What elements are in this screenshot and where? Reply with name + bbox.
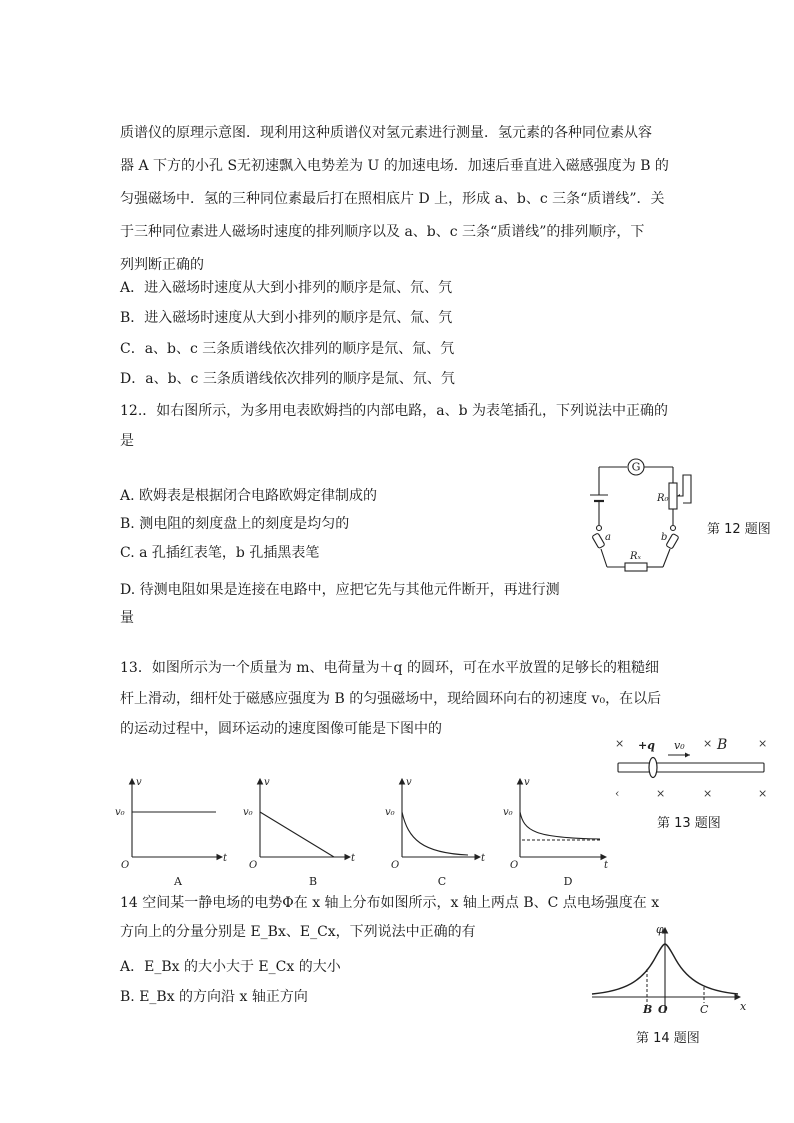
terminal-b-label: b: [661, 532, 668, 543]
q13-graphs: [112, 775, 612, 890]
svg-text:×: ×: [656, 787, 666, 800]
galvanometer-label: G: [631, 460, 641, 474]
graph-d-label: D: [563, 875, 573, 888]
graph-d-axis-t: t: [604, 860, 609, 871]
graph-c-curve: [402, 812, 468, 855]
resistor-rx: [625, 563, 647, 571]
graph-b[interactable]: [243, 777, 356, 888]
probe-b: [666, 533, 679, 549]
q11-line-2: 器 A 下方的小孔 S无初速飘入电势差为 U 的加速电场．加速后垂直进入磁感强度为 B 的: [120, 158, 669, 174]
q13-rod-figure: [610, 733, 770, 803]
q13-line-1: 13．如图所示为一个质量为 m、电荷量为＋q 的圆环，可在水平放置的足够长的粗糙细: [120, 660, 659, 676]
graph-c[interactable]: [385, 777, 486, 888]
graph-b-origin: O: [249, 860, 258, 871]
q12-line-1: 12.．如右图所示，为多用电表欧姆挡的内部电路，a、b 为表笔插孔，下列说法中正确的: [120, 403, 669, 419]
q11-option-b[interactable]: B．进入磁场时速度从大到小排列的顺序是氘、氚、氕: [120, 310, 453, 326]
r0-label: R₀: [657, 493, 669, 504]
q14-option-b[interactable]: B. E_Bx 的方向沿 x 轴正方向: [120, 989, 308, 1005]
svg-text:×: ×: [758, 787, 768, 800]
graph-b-axis-t: t: [351, 853, 356, 864]
q13-figure-caption: 第 13 题图: [657, 816, 721, 831]
q12-figure-caption: 第 12 题图: [707, 522, 771, 537]
charge-label: +q: [638, 739, 655, 752]
q11-line-5: 列判断正确的: [120, 257, 204, 273]
graph-b-axis-v: v: [264, 777, 270, 788]
graph-a-label: A: [174, 875, 182, 888]
ring: [649, 758, 657, 778]
graph-a-axis-v: v: [136, 777, 142, 788]
graph-b-curve: [260, 812, 334, 857]
q13-line-3: 的运动过程中，圆环运动的速度图像可能是下图中的: [120, 721, 442, 737]
graph-c-axis-t: t: [481, 853, 486, 864]
q14-line-2: 方向上的分量分别是 E_Bx、E_Cx，下列说法中正确的有: [120, 924, 476, 940]
origin-label: O: [658, 1003, 668, 1016]
q12-option-a[interactable]: A. 欧姆表是根据闭合电路欧姆定律制成的: [120, 488, 378, 504]
q12-option-b[interactable]: B. 测电阻的刻度盘上的刻度是均匀的: [120, 516, 350, 532]
graph-b-v0: v₀: [243, 807, 253, 818]
graph-c-origin: O: [391, 860, 400, 871]
q14-potential-figure: [590, 925, 750, 1020]
graph-d-v0: v₀: [503, 807, 513, 818]
graph-a-axis-t: t: [223, 853, 228, 864]
probe-a: [592, 533, 605, 549]
rheostat-r0: [669, 483, 677, 509]
q11-line-4: 于三种同位素进人磁场时速度的排列顺序以及 a、b、c 三条“质谱线”的排列顺序，下: [120, 224, 645, 240]
graph-b-label: B: [308, 875, 318, 888]
graph-a[interactable]: [115, 777, 228, 888]
q11-option-d[interactable]: D．a、b、c 三条质谱线依次排列的顺序是氚、氘、氕: [120, 371, 455, 387]
rod: [618, 763, 764, 772]
rx-label: Rₓ: [630, 551, 642, 562]
q11-line-3: 匀强磁场中．氢的三种同位素最后打在照相底片 D 上，形成 a、b、c 三条“质谱线”．关: [120, 191, 665, 207]
svg-text:‹: ‹: [615, 787, 620, 800]
svg-text:×: ×: [703, 787, 713, 800]
point-b-label: B: [643, 1003, 653, 1016]
q14-option-a[interactable]: A．E_Bx 的大小大于 E_Cx 的大小: [120, 959, 341, 975]
graph-d[interactable]: [503, 777, 609, 888]
point-c-label: C: [700, 1003, 709, 1016]
graph-c-axis-v: v: [406, 777, 412, 788]
graph-d-axis-v: v: [524, 777, 530, 788]
terminal-a-label: a: [605, 532, 611, 543]
graph-c-label: C: [437, 875, 447, 888]
v0-label: v₀: [674, 739, 685, 752]
field-b-label: B: [717, 737, 728, 753]
q11-option-c[interactable]: C．a、b、c 三条质谱线依次排列的顺序是氘、氚、氕: [120, 341, 455, 357]
svg-text:×: ×: [758, 737, 768, 750]
graph-d-origin: O: [510, 860, 519, 871]
svg-text:×: ×: [615, 737, 625, 750]
q12-line-2: 是: [120, 433, 134, 449]
q11-line-1: 质谱仪的原理示意图．现利用这种质谱仪对氢元素进行测量．氢元素的各种同位素从容: [120, 125, 652, 141]
q13-line-2: 杆上滑动，细杆处于磁感应强度为 B 的匀强磁场中，现给圆环向右的初速度 v₀，在以后: [120, 691, 662, 707]
q12-option-d-cont: 量: [120, 610, 134, 626]
q14-line-1: 14 空间某一静电场的电势Φ在 x 轴上分布如图所示，x 轴上两点 B、C 点电场强度在 x: [120, 895, 660, 911]
q14-figure-caption: 第 14 题图: [636, 1031, 700, 1046]
svg-text:×: ×: [703, 737, 713, 750]
x-label: x: [740, 1000, 747, 1013]
q12-circuit-figure: [585, 455, 705, 585]
q12-option-c[interactable]: C. a 孔插红表笔，b 孔插黑表笔: [120, 545, 320, 561]
rheostat-slider: [677, 475, 691, 503]
q11-option-a[interactable]: A．进入磁场时速度从大到小排列的顺序是氚、氘、氕: [120, 280, 453, 296]
graph-a-origin: O: [121, 860, 130, 871]
graph-d-curve: [520, 812, 600, 839]
graph-a-v0: v₀: [115, 807, 125, 818]
q12-option-d[interactable]: D. 待测电阻如果是连接在电路中，应把它先与其他元件断开，再进行测: [120, 582, 560, 598]
phi-label: φ: [656, 923, 664, 936]
graph-c-v0: v₀: [385, 807, 395, 818]
